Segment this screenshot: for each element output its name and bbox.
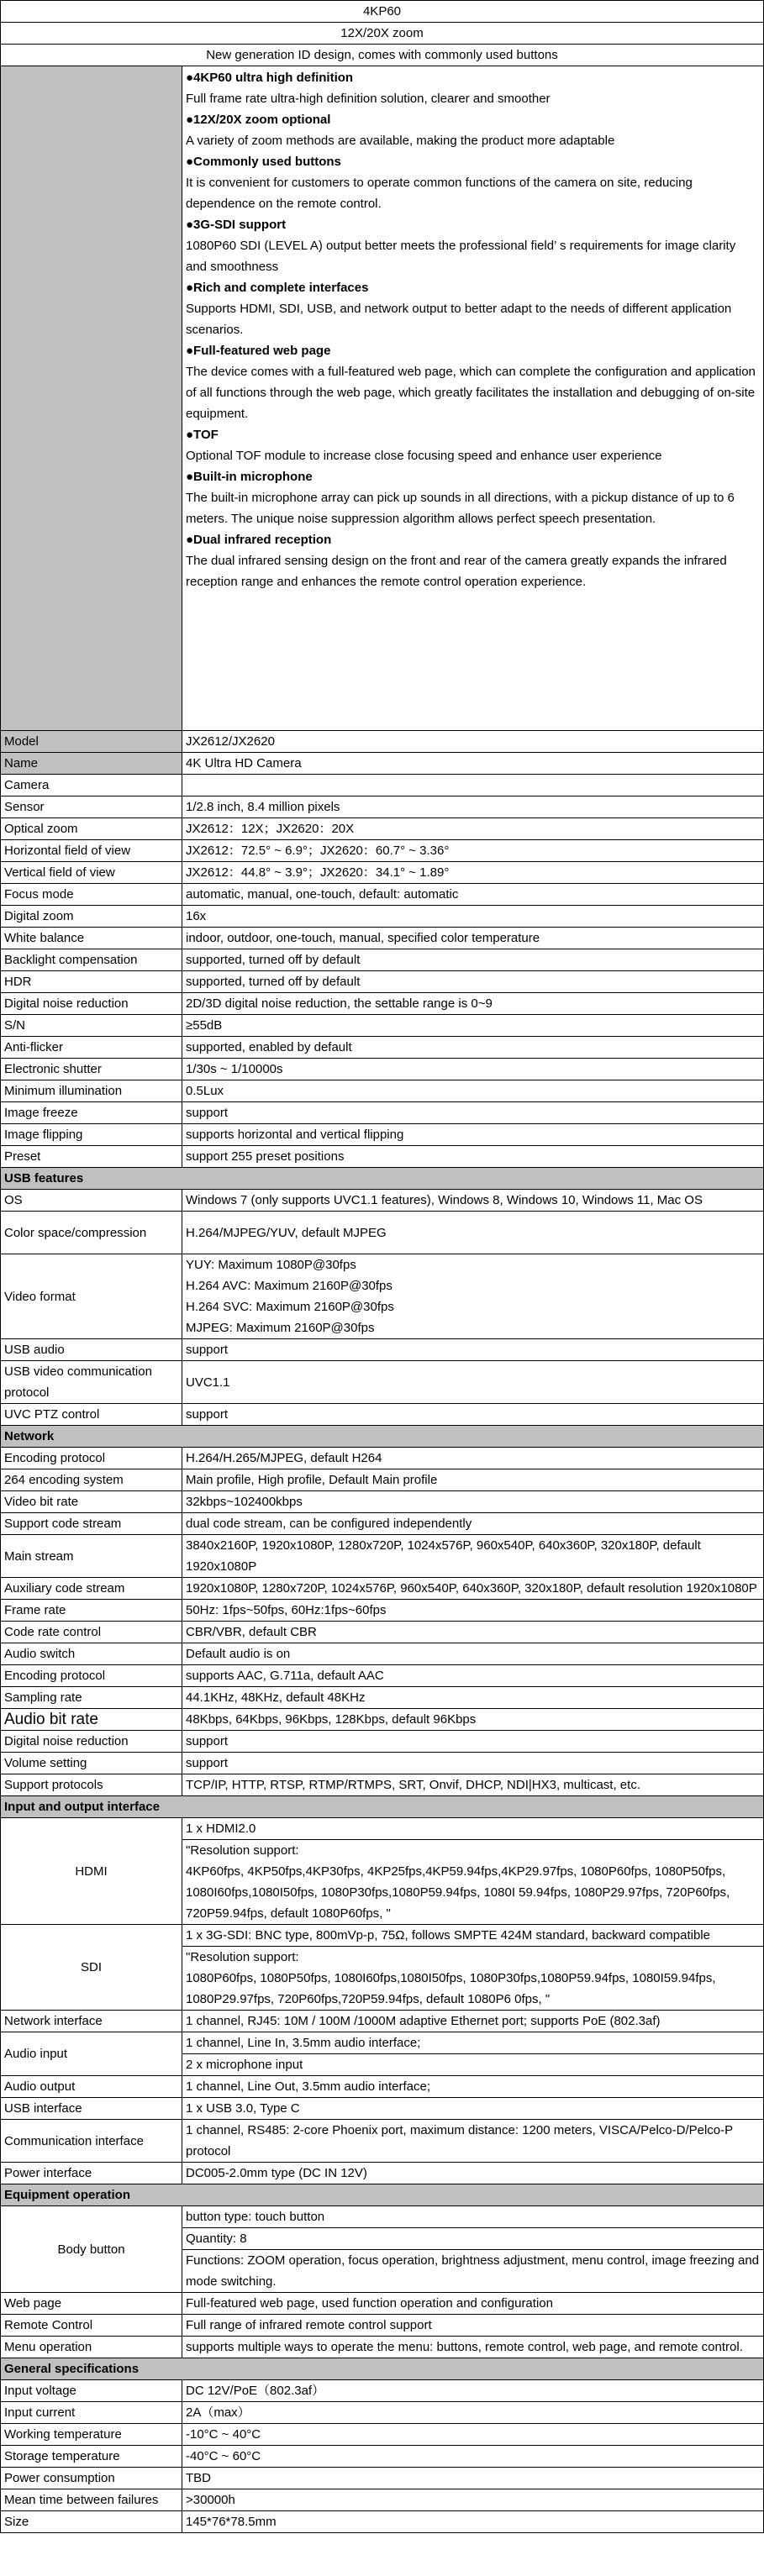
spec-value: Windows 7 (only supports UVC1.1 features), Windows 8, Windows 10, Windows 11, Mac OS [182, 1190, 764, 1212]
spec-row [1, 2511, 764, 2533]
spec-label: Audio switch [1, 1643, 182, 1665]
spec-value: indoor, outdoor, one-touch, manual, specified color temperature [182, 928, 764, 949]
spec-row [1, 971, 764, 993]
spec-value: ≥55dB [182, 1015, 764, 1037]
spec-value: supported, turned off by default [182, 971, 764, 993]
section-header-row [1, 2184, 764, 2206]
title-cell: 4KP60 [1, 1, 764, 23]
spec-value: 16x [182, 906, 764, 928]
spec-value: Default audio is on [182, 1643, 764, 1665]
title-row [1, 45, 764, 66]
spec-value: 1 x USB 3.0, Type C [182, 2098, 764, 2120]
spec-value: JX2612/JX2620 [182, 731, 764, 753]
spec-label: Remote Control [1, 2315, 182, 2337]
spec-label: Sensor [1, 796, 182, 818]
spec-row [1, 2293, 764, 2315]
spec-label: Anti-flicker [1, 1037, 182, 1059]
spec-label: Storage temperature [1, 2446, 182, 2468]
spec-label: USB interface [1, 2098, 182, 2120]
spec-label: HDR [1, 971, 182, 993]
spec-label: Main stream [1, 1535, 182, 1578]
spec-label: Input voltage [1, 2380, 182, 2402]
spec-value: JX2612：12X；JX2620：20X [182, 818, 764, 840]
spec-label: Optical zoom [1, 818, 182, 840]
spec-row [1, 2076, 764, 2098]
spec-label: USB video communication protocol [1, 1361, 182, 1404]
features-row [1, 66, 764, 731]
spec-label: Sampling rate [1, 1687, 182, 1709]
spec-row [1, 2098, 764, 2120]
spec-value: 1 channel, Line In, 3.5mm audio interface; [182, 2032, 764, 2054]
spec-row [1, 2206, 764, 2228]
feature-description: 1080P60 SDI (LEVEL A) output better meets the professional field’ s requirements for image clarity and smoothness [186, 239, 736, 274]
section-header: General specifications [1, 2358, 764, 2380]
spec-row [1, 796, 764, 818]
spec-label: Web page [1, 2293, 182, 2315]
spec-row [1, 775, 764, 796]
feature-title: ●12X/20X zoom optional [186, 113, 331, 127]
spec-value: 2A（max） [182, 2402, 764, 2424]
spec-label: Support protocols [1, 1774, 182, 1796]
spec-row [1, 731, 764, 753]
spec-row [1, 862, 764, 884]
spec-row [1, 1404, 764, 1426]
spec-value: 2D/3D digital noise reduction, the settable range is 0~9 [182, 993, 764, 1015]
spec-row [1, 1254, 764, 1339]
spec-label: Horizontal field of view [1, 840, 182, 862]
spec-label: UVC PTZ control [1, 1404, 182, 1426]
spec-value: dual code stream, can be configured independently [182, 1513, 764, 1535]
spec-value: -10°C ~ 40°C [182, 2424, 764, 2446]
spec-row [1, 906, 764, 928]
spec-value: 32kbps~102400kbps [182, 1491, 764, 1513]
spec-table-body [1, 1, 764, 2533]
spec-label: Mean time between failures [1, 2489, 182, 2511]
spec-row [1, 1448, 764, 1469]
spec-row [1, 2163, 764, 2184]
spec-value: supported, enabled by default [182, 1037, 764, 1059]
spec-row [1, 1037, 764, 1059]
spec-label: Audio input [1, 2032, 182, 2076]
spec-row [1, 1643, 764, 1665]
spec-value: Full range of infrared remote control support [182, 2315, 764, 2337]
spec-label: Input current [1, 2402, 182, 2424]
spec-label: Frame rate [1, 1600, 182, 1622]
spec-row [1, 1753, 764, 1774]
spec-label: Vertical field of view [1, 862, 182, 884]
spec-row [1, 1015, 764, 1037]
spec-value: 48Kbps, 64Kbps, 96Kbps, 128Kbps, default 96Kbps [182, 1709, 764, 1731]
features-cell [182, 66, 764, 731]
title-cell: New generation ID design, comes with commonly used buttons [1, 45, 764, 66]
spec-row [1, 1080, 764, 1102]
spec-row [1, 2402, 764, 2424]
spec-label: Minimum illumination [1, 1080, 182, 1102]
spec-row [1, 1059, 764, 1080]
spec-label: S/N [1, 1015, 182, 1037]
spec-value: TBD [182, 2468, 764, 2489]
feature-description: The built-in microphone array can pick up sounds in all directions, with a pickup distance of up to 6 meters. The unique noise suppression algorithm allows perfect speech presentation. [186, 491, 735, 526]
spec-label: Size [1, 2511, 182, 2533]
feature-title: ●Commonly used buttons [186, 155, 341, 169]
spec-row [1, 1774, 764, 1796]
spec-value: H.264/H.265/MJPEG, default H264 [182, 1448, 764, 1469]
spec-value: automatic, manual, one-touch, default: automatic [182, 884, 764, 906]
spec-value: 3840x2160P, 1920x1080P, 1280x720P, 1024x576P, 960x540P, 640x360P, 320x180P, default 1920x1080P [182, 1535, 764, 1578]
spec-value: 145*76*78.5mm [182, 2511, 764, 2533]
spec-row [1, 1124, 764, 1146]
spec-row [1, 949, 764, 971]
section-header: Network [1, 1426, 764, 1448]
spec-value: supports horizontal and vertical flipping [182, 1124, 764, 1146]
spec-value: 1920x1080P, 1280x720P, 1024x576P, 960x540P, 640x360P, 320x180P, default resolution 1920x1080P [182, 1578, 764, 1600]
feature-title: ●3G-SDI support [186, 218, 287, 232]
features-label-cell [1, 66, 182, 731]
spec-label: Digital noise reduction [1, 993, 182, 1015]
spec-row [1, 2032, 764, 2054]
spec-label: Communication interface [1, 2120, 182, 2163]
section-header-row [1, 1796, 764, 1818]
feature-description: Optional TOF module to increase close focusing speed and enhance user experience [186, 449, 662, 463]
spec-row [1, 1709, 764, 1731]
feature-title: ●Rich and complete interfaces [186, 281, 369, 295]
spec-row [1, 1687, 764, 1709]
spec-value: 1 channel, Line Out, 3.5mm audio interface; [182, 2076, 764, 2098]
spec-label: Audio output [1, 2076, 182, 2098]
feature-title: ●Dual infrared reception [186, 533, 332, 547]
spec-row [1, 1339, 764, 1361]
spec-value: Main profile, High profile, Default Main profile [182, 1469, 764, 1491]
spec-row [1, 2315, 764, 2337]
section-header-row [1, 1168, 764, 1190]
spec-value: H.264/MJPEG/YUV, default MJPEG [182, 1212, 764, 1254]
spec-label: Body button [1, 2206, 182, 2293]
spec-label: OS [1, 1190, 182, 1212]
spec-label: Video bit rate [1, 1491, 182, 1513]
spec-label: White balance [1, 928, 182, 949]
spec-row [1, 2337, 764, 2358]
spec-value: 1/2.8 inch, 8.4 million pixels [182, 796, 764, 818]
spec-value: support [182, 1753, 764, 1774]
spec-label: Working temperature [1, 2424, 182, 2446]
spec-value: Quantity: 8 [182, 2228, 764, 2250]
spec-value: 2 x microphone input [182, 2054, 764, 2076]
spec-label: Menu operation [1, 2337, 182, 2358]
spec-label: Encoding protocol [1, 1448, 182, 1469]
spec-label: Support code stream [1, 1513, 182, 1535]
spec-row [1, 1513, 764, 1535]
spec-row [1, 1361, 764, 1404]
spec-label: HDMI [1, 1818, 182, 1925]
feature-description: Supports HDMI, SDI, USB, and network output to better adapt to the needs of different application scenarios. [186, 302, 732, 337]
spec-row [1, 2424, 764, 2446]
spec-row [1, 928, 764, 949]
spec-value: JX2612：44.8° ~ 3.9°；JX2620：34.1° ~ 1.89° [182, 862, 764, 884]
spec-value: support 255 preset positions [182, 1146, 764, 1168]
spec-row [1, 2380, 764, 2402]
spec-row [1, 1491, 764, 1513]
spec-label: Image freeze [1, 1102, 182, 1124]
spec-value: support [182, 1102, 764, 1124]
spec-value: CBR/VBR, default CBR [182, 1622, 764, 1643]
spec-label: Camera [1, 775, 182, 796]
spec-row [1, 884, 764, 906]
spec-value: Functions: ZOOM operation, focus operation, brightness adjustment, menu control, image freezing and mode switching. [182, 2250, 764, 2293]
spec-row [1, 993, 764, 1015]
spec-value: >30000h [182, 2489, 764, 2511]
spec-value: Full-featured web page, used function operation and configuration [182, 2293, 764, 2315]
spec-label: Color space/compression [1, 1212, 182, 1254]
spec-label: USB audio [1, 1339, 182, 1361]
spec-value: 1 x HDMI2.0 [182, 1818, 764, 1840]
spec-value: supported, turned off by default [182, 949, 764, 971]
spec-row [1, 1212, 764, 1254]
spec-value: YUY: Maximum 1080P@30fps H.264 AVC: Maximum 2160P@30fps H.264 SVC: Maximum 2160P@30fps MJPEG: Maximum 2160P@30fps [182, 1254, 764, 1339]
spec-label: Preset [1, 1146, 182, 1168]
spec-value: UVC1.1 [182, 1361, 764, 1404]
spec-value: support [182, 1731, 764, 1753]
spec-label: Auxiliary code stream [1, 1578, 182, 1600]
spec-value: 1 channel, RS485: 2-core Phoenix port, maximum distance: 1200 meters, VISCA/Pelco-D/Pelco-P protocol [182, 2120, 764, 2163]
spec-label: Digital zoom [1, 906, 182, 928]
spec-value: "Resolution support: 4KP60fps, 4KP50fps,4KP30fps, 4KP25fps,4KP59.94fps,4KP29.97fps, 1080P60fps, 1080P50fps, 1080I60fps,1080I50fps, 1080P30fps,1080P59.94fps, 1080I 59.94fps, 1080P29.97fps, 720P60fps, 720P59.94fps, default 1080P60fps, " [182, 1840, 764, 1925]
spec-row [1, 840, 764, 862]
spec-row [1, 1665, 764, 1687]
feature-description: The dual infrared sensing design on the front and rear of the camera greatly expands the infrared reception range and enhances the remote control operation experience. [186, 554, 727, 589]
spec-row [1, 1818, 764, 1840]
feature-title: ●4KP60 ultra high definition [186, 71, 354, 85]
spec-row [1, 2011, 764, 2032]
title-cell: 12X/20X zoom [1, 23, 764, 45]
spec-row [1, 818, 764, 840]
spec-label: Model [1, 731, 182, 753]
spec-row [1, 1600, 764, 1622]
spec-row [1, 1925, 764, 1947]
spec-row [1, 1102, 764, 1124]
spec-value: support [182, 1339, 764, 1361]
feature-title: ●TOF [186, 428, 219, 442]
feature-description: It is convenient for customers to operate common functions of the camera on site, reducing dependence on the remote control. [186, 176, 693, 211]
spec-row [1, 1190, 764, 1212]
section-header: Input and output interface [1, 1796, 764, 1818]
spec-row [1, 1731, 764, 1753]
spec-row [1, 1578, 764, 1600]
spec-value: support [182, 1404, 764, 1426]
spec-label: Electronic shutter [1, 1059, 182, 1080]
spec-value: -40°C ~ 60°C [182, 2446, 764, 2468]
spec-row [1, 1535, 764, 1578]
spec-value: DC 12V/PoE（802.3af） [182, 2380, 764, 2402]
feature-description: The device comes with a full-featured web page, which can complete the configuration and application of all functions through the web page, which greatly facilitates the installation and debugging of on-site equipment. [186, 365, 756, 421]
section-header: Equipment operation [1, 2184, 764, 2206]
spec-value: 44.1KHz, 48KHz, default 48KHz [182, 1687, 764, 1709]
spec-value: button type: touch button [182, 2206, 764, 2228]
spec-value: 4K Ultra HD Camera [182, 753, 764, 775]
spec-label: Digital noise reduction [1, 1731, 182, 1753]
spec-value [182, 775, 764, 796]
spec-row [1, 2489, 764, 2511]
spec-label: Encoding protocol [1, 1665, 182, 1687]
spec-label: Video format [1, 1254, 182, 1339]
spec-value: 50Hz: 1fps~50fps, 60Hz:1fps~60fps [182, 1600, 764, 1622]
spec-row [1, 1146, 764, 1168]
spec-value: 1 x 3G-SDI: BNC type, 800mVp-p, 75Ω, follows SMPTE 424M standard, backward compatible [182, 1925, 764, 1947]
spec-label: Image flipping [1, 1124, 182, 1146]
feature-description: A variety of zoom methods are available, making the product more adaptable [186, 134, 615, 148]
spec-row [1, 2120, 764, 2163]
spec-value: supports multiple ways to operate the menu: buttons, remote control, web page, and remote control. [182, 2337, 764, 2358]
spec-value: 1/30s ~ 1/10000s [182, 1059, 764, 1080]
spec-label: SDI [1, 1925, 182, 2011]
spec-value: DC005-2.0mm type (DC IN 12V) [182, 2163, 764, 2184]
section-header-row [1, 2358, 764, 2380]
spec-label: Audio bit rate [1, 1709, 182, 1731]
feature-title: ●Full-featured web page [186, 344, 331, 358]
spec-label: Focus mode [1, 884, 182, 906]
spec-row [1, 1469, 764, 1491]
feature-title: ●Built-in microphone [186, 470, 313, 484]
spec-row [1, 2468, 764, 2489]
spec-label: Power consumption [1, 2468, 182, 2489]
section-header: USB features [1, 1168, 764, 1190]
spec-label: Power interface [1, 2163, 182, 2184]
spec-value: "Resolution support: 1080P60fps, 1080P50fps, 1080I60fps,1080I50fps, 1080P30fps,1080P59.94fps, 1080I59.94fps, 1080P29.97fps, 720P60fps,720P59.94fps, default 1080P6 0fps, " [182, 1947, 764, 2011]
spec-row [1, 753, 764, 775]
spec-value: supports AAC, G.711a, default AAC [182, 1665, 764, 1687]
title-row [1, 23, 764, 45]
spec-label: Code rate control [1, 1622, 182, 1643]
spec-value: 1 channel, RJ45: 10M / 100M /1000M adaptive Ethernet port; supports PoE (802.3af) [182, 2011, 764, 2032]
section-header-row [1, 1426, 764, 1448]
spec-value: TCP/IP, HTTP, RTSP, RTMP/RTMPS, SRT, Onvif, DHCP, NDI|HX3, multicast, etc. [182, 1774, 764, 1796]
spec-label: Name [1, 753, 182, 775]
spec-row [1, 1622, 764, 1643]
title-row [1, 1, 764, 23]
spec-label: Backlight compensation [1, 949, 182, 971]
spec-row [1, 2446, 764, 2468]
spec-label: 264 encoding system [1, 1469, 182, 1491]
spec-label: Volume setting [1, 1753, 182, 1774]
spec-label: Network interface [1, 2011, 182, 2032]
spec-value: 0.5Lux [182, 1080, 764, 1102]
feature-description: Full frame rate ultra-high definition solution, clearer and smoother [186, 92, 551, 106]
spec-value: JX2612：72.5° ~ 6.9°；JX2620：60.7° ~ 3.36° [182, 840, 764, 862]
